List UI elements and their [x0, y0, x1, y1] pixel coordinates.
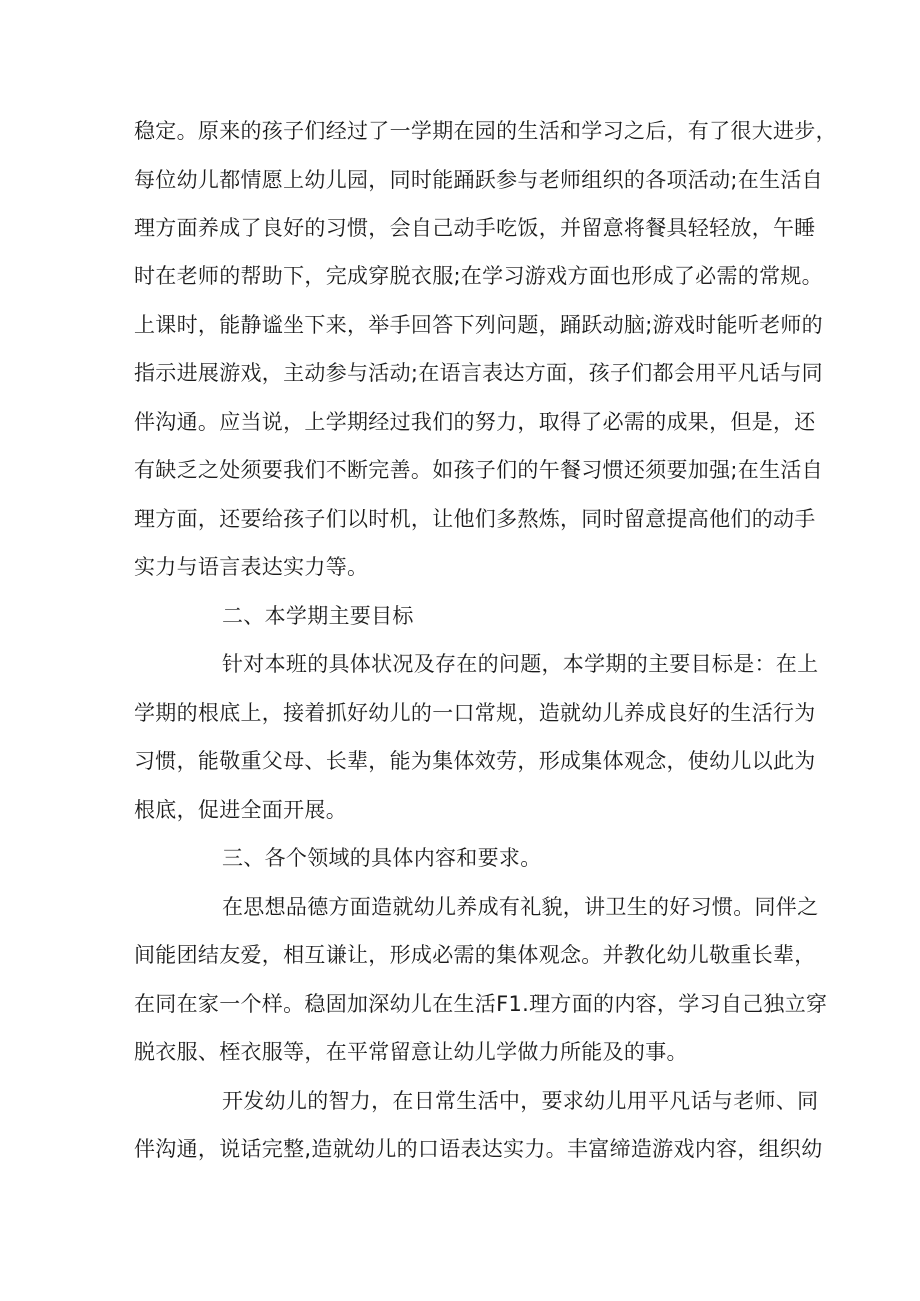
section-heading: 三、各个领域的具体内容和要求。 [222, 846, 542, 870]
paragraph-line: 实力与语言表达实力等。 [134, 555, 369, 579]
paragraph-line: 在思想品德方面造就幼儿养成有礼貌，讲卫生的好习惯。同伴之 [222, 895, 819, 919]
section-heading: 二、本学期主要目标 [222, 604, 414, 628]
paragraph-line: 针对本班的具体状况及存在的问题，本学期的主要目标是：在上 [222, 652, 819, 676]
paragraph-line: 学期的根底上，接着抓好幼儿的一口常规，造就幼儿养成良好的生活行为 [134, 701, 816, 725]
paragraph-line: 有缺乏之处须要我们不断完善。如孩子们的午餐习惯还须要加强;在生活自 [134, 458, 823, 482]
paragraph-line: 在同在家一个样。稳固加深幼儿在生活F1.理方面的内容，学习自己独立穿 [134, 992, 828, 1016]
paragraph-line: 根底，促进全面开展。 [134, 798, 347, 822]
paragraph-line: 伴沟通。应当说，上学期经过我们的努力，取得了必需的成果，但是，还 [134, 410, 816, 434]
paragraph-line: 开发幼儿的智力，在日常生活中，要求幼儿用平凡话与老师、同 [222, 1089, 819, 1113]
paragraph-line: 伴沟通，说话完整,造就幼儿的口语表达实力。丰富缔造游戏内容，组织幼 [134, 1137, 823, 1161]
paragraph-line: 间能团结友爱，相互谦让，形成必需的集体观念。并教化幼儿敬重长辈， [134, 943, 816, 967]
paragraph-line: 时在老师的帮助下，完成穿脱衣服;在学习游戏方面也形成了必需的常规。 [134, 264, 823, 288]
paragraph-line: 理方面养成了良好的习惯，会自己动手吃饭，并留意将餐具轻轻放，午睡 [134, 216, 816, 240]
paragraph-line: 理方面，还要给孩子们以时机，让他们多熬炼，同时留意提高他们的动手 [134, 507, 816, 531]
paragraph-line: 每位幼儿都情愿上幼儿园，同时能踊跃参与老师组织的各项活动;在生活自 [134, 168, 823, 192]
paragraph-line: 习惯，能敬重父母、长辈，能为集体效劳，形成集体观念，使幼儿以此为 [134, 749, 816, 773]
paragraph-line: 脱衣服、桎衣服等，在平常留意让幼儿学做力所能及的事。 [134, 1040, 688, 1064]
paragraph-line: 稳定。原来的孩子们经过了一学期在园的生活和学习之后，有了很大进步， [134, 119, 837, 143]
paragraph-line: 指示进展游戏，主动参与活动;在语言表达方面，孩子们都会用平凡话与同 [134, 361, 823, 385]
paragraph-line: 上课时，能静谧坐下来，举手回答下列问题，踊跃动脑;游戏时能听老师的 [134, 313, 823, 337]
